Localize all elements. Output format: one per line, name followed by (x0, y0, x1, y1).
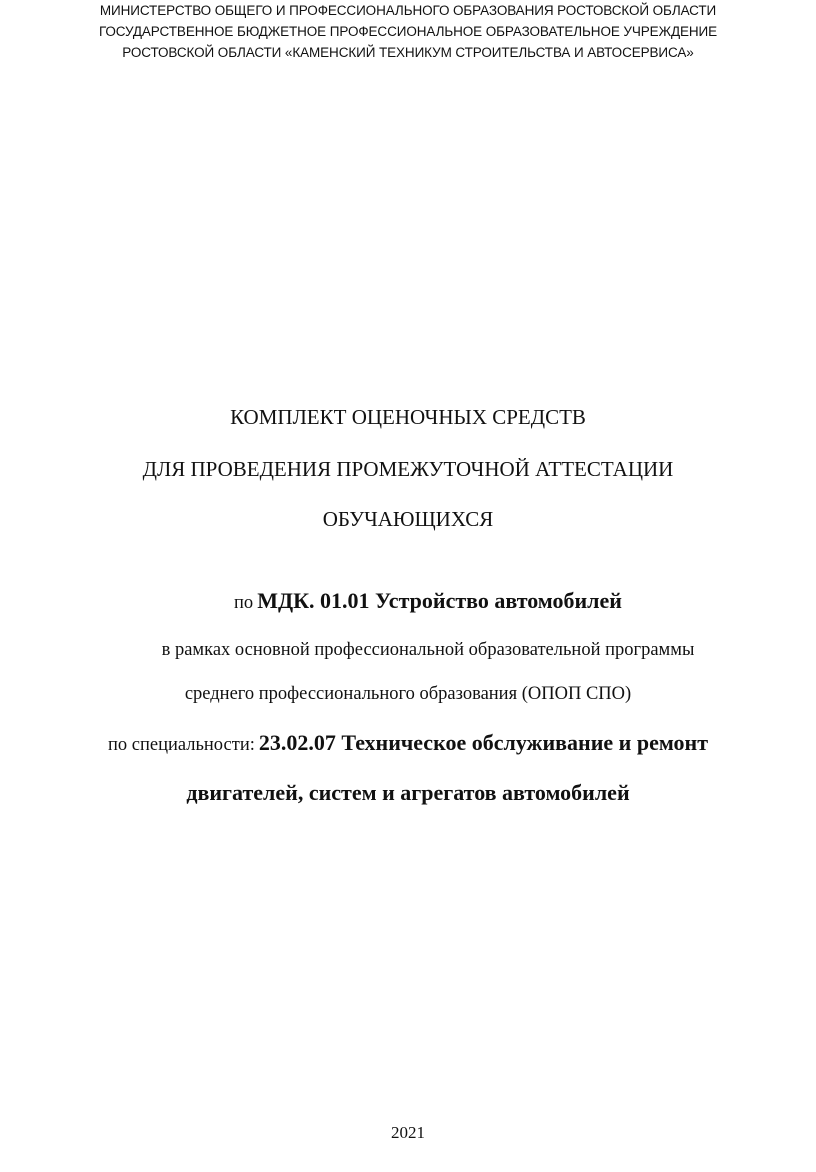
document-year: 2021 (391, 1123, 425, 1142)
specialty-name-line-2: двигателей, систем и агрегатов автомобилей (186, 780, 630, 805)
title-line-2: ДЛЯ ПРОВЕДЕНИЯ ПРОМЕЖУТОЧНОЙ АТТЕСТАЦИИ (142, 457, 674, 481)
institution-type: ГОСУДАРСТВЕННОЕ БЮДЖЕТНОЕ ПРОФЕССИОНАЛЬНОЕ ОБРАЗОВАТЕЛЬНОЕ УЧРЕЖДЕНИЕ (98, 24, 718, 39)
discipline-prefix: по (234, 593, 254, 613)
program-line-1: в рамках основной профессиональной образовательной программы (161, 640, 695, 660)
institution-name: РОСТОВСКОЙ ОБЛАСТИ «КАМЕНСКИЙ ТЕХНИКУМ СТРОИТЕЛЬСТВА И АВТОСЕРВИСА» (122, 45, 694, 60)
document-header (0, 0, 816, 63)
title-line-1: КОМПЛЕКТ ОЦЕНОЧНЫХ СРЕДСТВ (230, 405, 586, 429)
ministry-name: МИНИСТЕРСТВО ОБЩЕГО И ПРОФЕССИОНАЛЬНОГО ОБРАЗОВАНИЯ РОСТОВСКОЙ ОБЛАСТИ (99, 3, 717, 18)
discipline-line (40, 588, 816, 614)
title-line-3: ОБУЧАЮЩИХСЯ (322, 507, 494, 531)
discipline-name: МДК. 01.01 Устройство автомобилей (257, 588, 622, 613)
program-line-2: среднего профессионального образования (ОПОП СПО) (184, 684, 632, 704)
specialty-name-line-1: 23.02.07 Техническое обслуживание и ремонт (258, 730, 709, 755)
specialty-line-1 (0, 730, 816, 756)
specialty-prefix: по специальности: (107, 735, 255, 755)
